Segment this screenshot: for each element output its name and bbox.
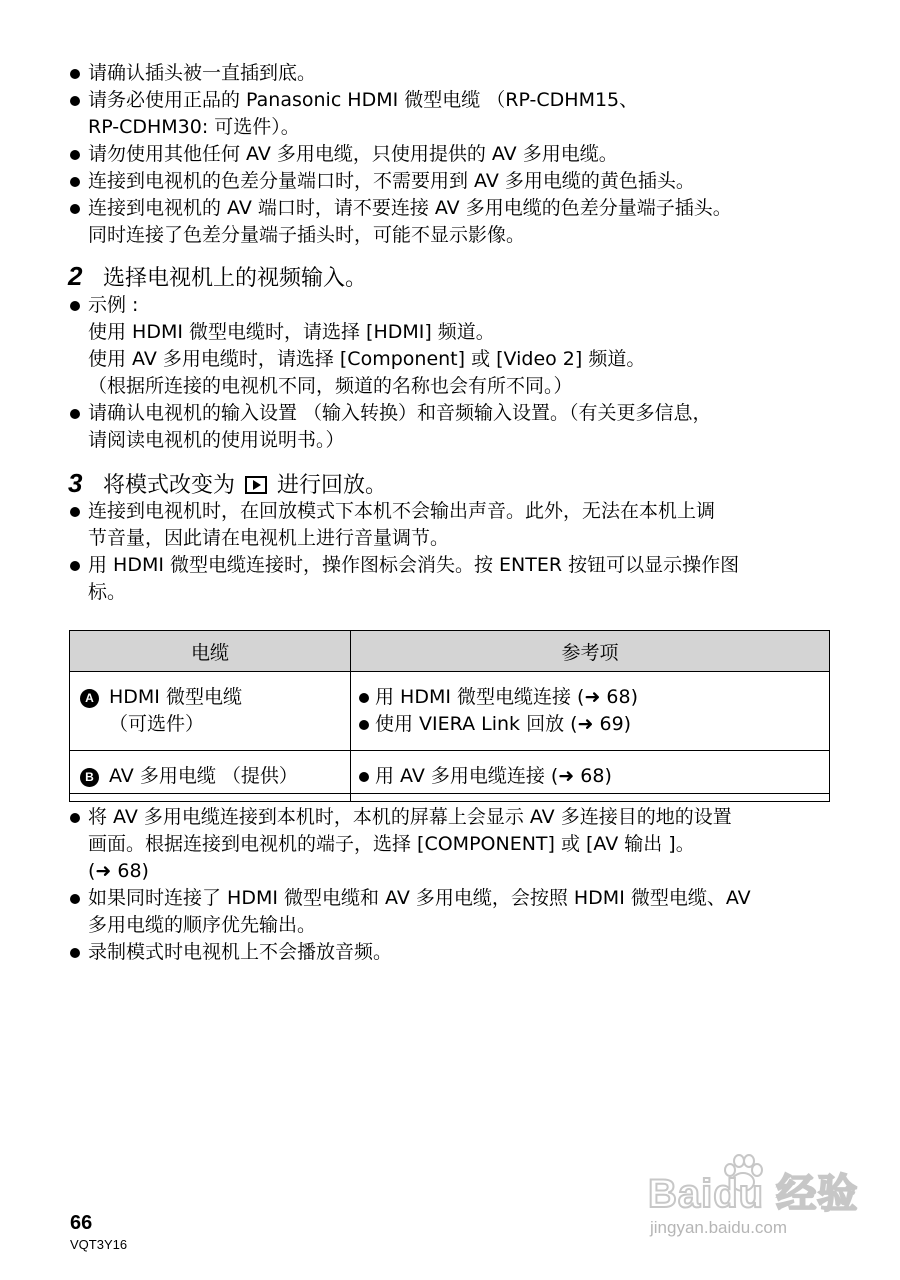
playback-mode-icon bbox=[245, 476, 267, 494]
step-title: 选择电视机上的视频输入。 bbox=[103, 266, 368, 291]
step-number: 2 bbox=[68, 261, 83, 291]
list-item: 将 AV 多用电缆连接到本机时，本机的屏幕上会显示 AV 多连接目的地的设置 画面。根据连接到电视机的端子，选择 [COMPONENT] 或 [AV 输出 ]。 (➜ 68) bbox=[68, 804, 838, 885]
additional-notes-list bbox=[68, 804, 838, 966]
reference-link: 用 HDMI 微型电缆连接 (➜ 68) bbox=[359, 684, 821, 711]
list-item: 请确认电视机的输入设置 （输入转换）和音频输入设置。（有关更多信息， 请阅读电视机的使用说明书。） bbox=[68, 400, 838, 454]
list-item: 连接到电视机的 AV 端口时，请不要连接 AV 多用电缆的色差分量端子插头。 同时连接了色差分量端子插头时，可能不显示影像。 bbox=[68, 195, 838, 249]
step-3-heading bbox=[68, 466, 838, 500]
document-code: VQT3Y16 bbox=[70, 1237, 128, 1252]
badge-b-icon: B bbox=[80, 768, 99, 787]
reference-cell bbox=[351, 672, 830, 751]
step-2-notes-list bbox=[68, 292, 838, 454]
cable-cell: B AV 多用电缆 （提供） bbox=[70, 751, 351, 802]
step-3-notes-list bbox=[68, 498, 838, 606]
baidu-watermark bbox=[640, 1150, 870, 1260]
list-item: 请务必使用正品的 Panasonic HDMI 微型电缆 （RP-CDHM15、 RP-CDHM30: 可选件）。 bbox=[68, 87, 838, 141]
step-title-after: 进行回放。 bbox=[277, 473, 388, 498]
step-title-before: 将模式改变为 bbox=[103, 473, 236, 498]
badge-a-icon: A bbox=[80, 689, 99, 708]
step-2-heading bbox=[68, 259, 838, 293]
reference-link: 使用 VIERA Link 回放 (➜ 69) bbox=[359, 711, 821, 738]
cable-cell: A HDMI 微型电缆 （可选件） bbox=[70, 672, 351, 751]
step-number: 3 bbox=[68, 468, 83, 498]
page-number: 66 bbox=[70, 1212, 93, 1234]
connection-notes-list bbox=[68, 60, 838, 249]
list-item: 示例 : 使用 HDMI 微型电缆时，请选择 [HDMI] 频道。 使用 AV 多用电缆时，请选择 [Component] 或 [Video 2] 频道。 （根据所连接的电视机不同，频道的名称也会有所不同。） bbox=[68, 292, 838, 400]
list-item: 连接到电视机的色差分量端口时，不需要用到 AV 多用电缆的黄色插头。 bbox=[68, 168, 838, 195]
table-row bbox=[70, 672, 830, 751]
list-item: 连接到电视机时，在回放模式下本机不会输出声音。此外，无法在本机上调 节音量，因此请在电视机上进行音量调节。 bbox=[68, 498, 838, 552]
list-item: 用 HDMI 微型电缆连接时，操作图标会消失。按 ENTER 按钮可以显示操作图 标。 bbox=[68, 552, 838, 606]
list-item: 录制模式时电视机上不会播放音频。 bbox=[68, 939, 838, 966]
cable-reference-table bbox=[69, 630, 830, 802]
column-header-cable: 电缆 bbox=[70, 631, 351, 672]
divider bbox=[69, 793, 830, 794]
table-header-row bbox=[70, 631, 830, 672]
reference-link: 用 AV 多用电缆连接 (➜ 68) bbox=[359, 763, 821, 790]
column-header-reference: 参考项 bbox=[351, 631, 830, 672]
watermark-url: jingyan.baidu.com bbox=[650, 1218, 788, 1237]
list-item: 请确认插头被一直插到底。 bbox=[68, 60, 838, 87]
watermark-logo-text: Baidu 经验 bbox=[648, 1172, 859, 1216]
list-item: 请勿使用其他任何 AV 多用电缆，只使用提供的 AV 多用电缆。 bbox=[68, 141, 838, 168]
list-item: 如果同时连接了 HDMI 微型电缆和 AV 多用电缆，会按照 HDMI 微型电缆、AV 多用电缆的顺序优先输出。 bbox=[68, 885, 838, 939]
